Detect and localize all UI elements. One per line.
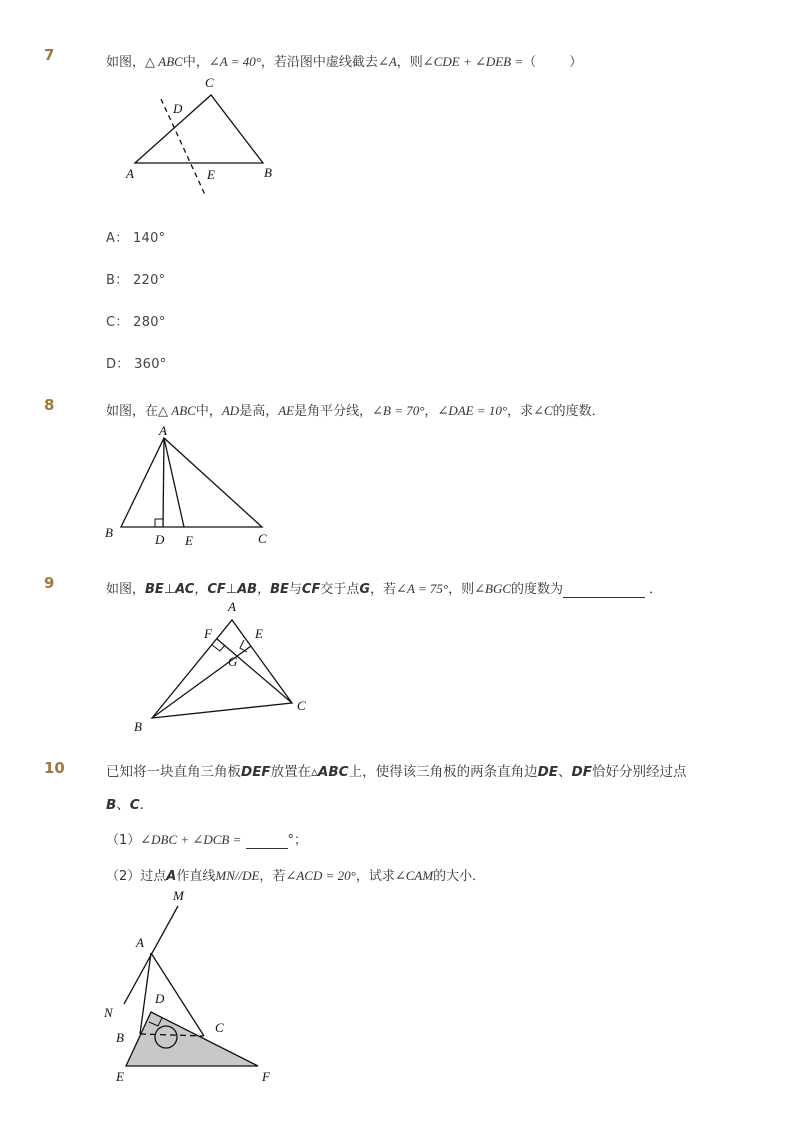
q9-text: ．	[649, 582, 663, 597]
q10-label-n: N	[104, 1005, 113, 1020]
q10-text: 、	[558, 764, 572, 780]
q9-perp: ⊥	[163, 582, 176, 597]
q7-label-d: D	[173, 101, 183, 116]
q9-cf: CF	[207, 582, 226, 597]
q10-label-c: C	[215, 1020, 224, 1035]
q10-sub1-expression: ∠DBC + ∠DCB =	[140, 832, 242, 847]
q10-set-square-def	[126, 1012, 258, 1066]
q10-text: 恰好分别经过点	[591, 764, 687, 780]
q10-sub1-suffix: °；	[287, 833, 308, 848]
q10-sub2-angle-acd: ∠ACD = 20°	[285, 868, 356, 883]
q7-expression: ∠CDE + ∠DEB =	[422, 54, 524, 69]
q8-text: ，	[424, 404, 438, 419]
q10-sub2-angle-cam: ∠CAM	[394, 868, 434, 883]
q7-triangle: △ ABC	[145, 54, 183, 69]
q8-label-a: A	[159, 423, 167, 438]
q9-label-a: A	[228, 599, 236, 614]
q10-text: 的大小．	[433, 869, 486, 884]
option-label: A：	[106, 231, 129, 246]
q7-text: ，若沿图中虚线截去	[260, 55, 378, 70]
q8-text: 如图，在	[106, 404, 159, 419]
q7-text: ，则	[396, 55, 423, 70]
q9-text: 如图，	[106, 582, 146, 597]
q8-text: 是高，	[239, 404, 279, 419]
q9-cf-2: CF	[301, 582, 321, 597]
q10-label-e: E	[116, 1069, 124, 1084]
q10-label-d: D	[155, 991, 165, 1006]
option-value: 280°	[133, 315, 166, 330]
q10-text: 、	[116, 797, 130, 813]
q8-ad: AD	[221, 403, 240, 418]
q8-text: ，求	[507, 404, 534, 419]
q9-be: BE	[145, 582, 164, 597]
option-value: 140°	[132, 231, 166, 246]
q10-sub1-prefix: （1）	[106, 833, 141, 848]
question-number-9: 9	[44, 574, 55, 592]
q10-label-f: F	[262, 1069, 270, 1084]
q8-angle-dae: ∠DAE = 10°	[437, 403, 508, 418]
q10-text: 上，使得该三角板的两条直角边	[348, 764, 538, 780]
q8-label-d: D	[155, 532, 165, 547]
q10-def: DEF	[241, 764, 271, 780]
q8-angle-b: ∠B = 70°	[372, 403, 425, 418]
q9-g: G	[359, 582, 371, 597]
q8-text: 的度数．	[552, 404, 605, 419]
q9-ab: AB	[237, 582, 258, 597]
q9-text: ，	[194, 582, 208, 597]
question-number-7: 7	[44, 46, 55, 64]
q9-label-f: F	[204, 626, 212, 641]
option-label: D：	[106, 357, 130, 372]
q9-text: ，若	[370, 582, 397, 597]
q10-triangle: ▵ABC	[311, 764, 349, 780]
q9-angle-bgc: ∠BGC	[474, 581, 512, 596]
q8-label-b: B	[105, 525, 113, 540]
q10-b: B	[106, 797, 117, 813]
q10-c: C	[129, 797, 140, 813]
q8-triangle: △ ABC	[158, 403, 196, 418]
q7-text: 中，	[182, 55, 209, 70]
q9-text: ，则	[448, 582, 475, 597]
q10-label-m: M	[173, 888, 184, 903]
q9-text: 的度数为	[511, 582, 564, 597]
q9-label-e: E	[255, 626, 263, 641]
q10-text: 已知将一块直角三角板	[106, 764, 241, 780]
q9-be-2: BE	[270, 582, 289, 597]
q7-text: 如图，	[106, 55, 146, 70]
q8-label-c: C	[258, 531, 267, 546]
question-number-8: 8	[44, 396, 55, 414]
q7-label-a: A	[126, 166, 134, 181]
q10-sub2-prefix: （2）过点	[106, 869, 167, 884]
option-value: 360°	[134, 357, 167, 372]
q9-text: 与	[288, 582, 302, 597]
q10-text: 放置在	[270, 764, 312, 780]
q7-angle-a: ∠A = 40°	[208, 54, 261, 69]
q10-text: 作直线	[176, 869, 216, 884]
q8-ae: AE	[278, 403, 295, 418]
q9-label-c: C	[297, 698, 306, 713]
q9-text: ，	[257, 582, 271, 597]
q10-sub2-a: A	[166, 869, 177, 884]
option-label: B：	[106, 273, 129, 288]
q10-text: ，试求	[355, 869, 395, 884]
q10-sub2-mn: MN//DE	[215, 868, 260, 883]
q10-text: ．	[139, 797, 154, 813]
q9-text: 交于点	[320, 582, 360, 597]
option-label: C：	[106, 315, 129, 330]
q9-label-b: B	[134, 719, 142, 734]
q9-label-g: G	[228, 654, 238, 669]
q9-ac: AC	[175, 582, 195, 597]
question-number-10: 10	[44, 759, 65, 777]
q7-label-c: C	[205, 75, 214, 90]
q8-text: 是角平分线，	[294, 404, 373, 419]
q8-text: 中，	[195, 404, 222, 419]
q8-label-e: E	[185, 533, 193, 548]
q10-text: ，若	[259, 869, 286, 884]
q9-angle-a: ∠A = 75°	[396, 581, 449, 596]
q9-perp: ⊥	[225, 582, 238, 597]
q10-df: DF	[571, 764, 592, 780]
q7-answer-paren: （ ）	[523, 55, 583, 70]
q10-label-a: A	[136, 935, 144, 950]
q10-de: DE	[537, 764, 559, 780]
option-value: 220°	[132, 273, 166, 288]
q8-angle-c: ∠C	[533, 403, 553, 418]
q7-angle-a-2: ∠A	[377, 54, 397, 69]
q10-label-b: B	[116, 1030, 124, 1045]
q7-label-e: E	[207, 167, 215, 182]
q7-label-b: B	[264, 165, 272, 180]
